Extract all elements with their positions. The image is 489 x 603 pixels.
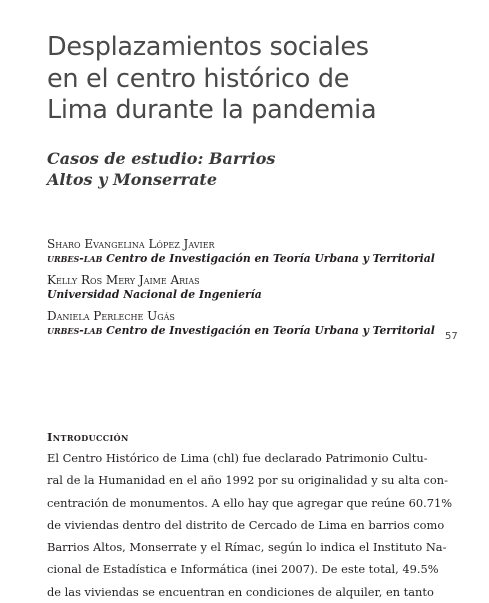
subtitle-line: Casos de estudio: Barrios: [47, 149, 276, 168]
author-affiliation: [47, 252, 437, 266]
body-line: centración de monumentos. A ello hay que agregar que reúne 60.71%: [47, 495, 453, 510]
author-name: Sharo Evangelina López Javier: [47, 237, 215, 251]
article-subtitle: [47, 148, 347, 190]
section-heading: Introducción: [47, 430, 129, 444]
body-line: de viviendas dentro del distrito de Cercado de Lima en barrios como: [47, 517, 445, 532]
body-paragraph: [47, 447, 453, 603]
affiliation-acronym: urbes-lab: [47, 252, 103, 265]
body-line: El Centro Histórico de Lima (chl) fue declarado Patrimonio Cultu-: [47, 451, 428, 465]
author-list: [47, 237, 437, 345]
affiliation-name: Centro de Investigación en Teoría Urbana y Territorial: [102, 324, 435, 337]
affiliation-name: Universidad Nacional de Ingeniería: [47, 288, 262, 301]
title-line: Desplazamientos sociales: [47, 32, 369, 62]
affiliation-name: Centro de Investigación en Teoría Urbana y Territorial: [102, 252, 435, 265]
author-name: Kelly Ros Mery Jaime Arias: [47, 273, 200, 287]
affiliation-acronym: urbes-lab: [47, 324, 103, 337]
article-title: [47, 32, 447, 127]
body-line: ral de la Humanidad en el año 1992 por su originalidad y su alta con-: [47, 473, 448, 488]
title-line: en el centro histórico de: [47, 63, 350, 94]
page-number: 57: [445, 331, 458, 342]
author-block: [47, 237, 437, 266]
body-line: Barrios Altos, Monserrate y el Rímac, según lo indica el Instituto Na-: [47, 540, 447, 555]
body-line: cional de Estadística e Informática (inei 2007). De este total, 49.5%: [47, 562, 439, 577]
author-name: Daniela Perleche Ugás: [47, 309, 175, 323]
title-line: Lima durante la pandemia: [47, 95, 377, 125]
body-line: de las viviendas se encuentran en condiciones de alquiler, en tanto: [47, 584, 434, 599]
author-affiliation: [47, 324, 437, 338]
author-block: [47, 309, 437, 338]
subtitle-line: Altos y Monserrate: [47, 170, 217, 189]
author-affiliation: [47, 288, 437, 302]
author-block: [47, 273, 437, 302]
